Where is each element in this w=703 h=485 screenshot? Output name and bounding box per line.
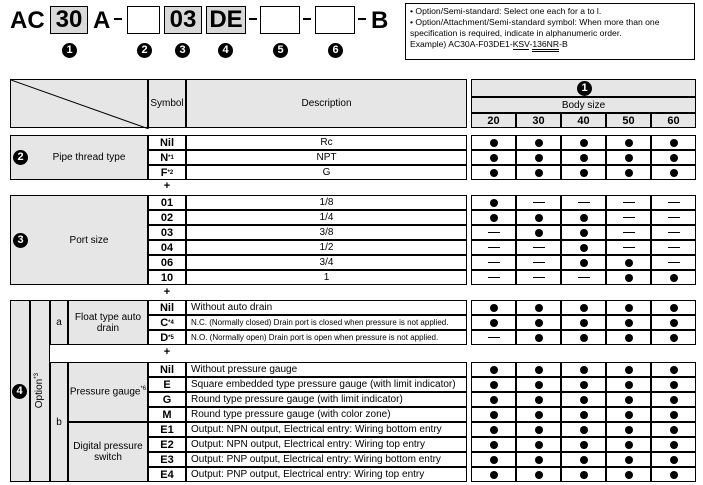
available-dot-icon <box>490 396 498 404</box>
group-b-desc: Output: NPN output, Electrical entry: Wiring bottom entry <box>186 422 467 437</box>
group-b-row-3-size-40-mark <box>561 407 606 422</box>
available-dot-icon <box>580 169 588 177</box>
port-size-row-1-size-50-mark <box>606 210 651 225</box>
group-b-desc: Output: PNP output, Electrical entry: Wiring bottom entry <box>186 452 467 467</box>
group-b-row-2-size-30-mark <box>516 392 561 407</box>
available-dot-icon <box>625 169 633 177</box>
pipe-thread-row-2-size-20-mark <box>471 165 516 180</box>
available-dot-icon <box>580 471 588 479</box>
available-dot-icon <box>490 471 498 479</box>
available-dot-icon <box>490 139 498 147</box>
group-a-letter: a <box>50 300 68 345</box>
port-size-symbol-02: 02 <box>148 210 186 225</box>
unavailable-dash-icon <box>533 202 545 203</box>
header-body-size: Body size <box>471 97 696 113</box>
available-dot-icon <box>580 334 588 342</box>
pipe-thread-label: Pipe thread type <box>52 152 126 163</box>
header-description: Description <box>186 79 467 128</box>
port-size-row-1-size-20-mark <box>471 210 516 225</box>
port-size-row-5-size-50-mark <box>606 270 651 285</box>
pipe-thread-row-1-size-40-mark <box>561 150 606 165</box>
group-b-row-4-size-20-mark <box>471 422 516 437</box>
group-a-row-2-size-30-mark <box>516 330 561 345</box>
available-dot-icon <box>490 456 498 464</box>
group-b-row-7-size-50-mark <box>606 467 651 482</box>
header-size-60: 60 <box>651 113 696 128</box>
header-size-50: 50 <box>606 113 651 128</box>
available-dot-icon <box>670 334 678 342</box>
available-dot-icon <box>670 304 678 312</box>
unavailable-dash-icon <box>668 202 680 203</box>
port-size-row-5-size-60-mark <box>651 270 696 285</box>
group-a-row-0-size-50-mark <box>606 300 651 315</box>
group-b-desc: Square embedded type pressure gauge (with limit indicator) <box>186 377 467 392</box>
option-marker: 4 <box>12 384 27 399</box>
plus-sign: + <box>163 346 171 358</box>
group-b-row-7-size-40-mark <box>561 467 606 482</box>
code-dash <box>303 18 311 20</box>
available-dot-icon <box>625 154 633 162</box>
plus-sign: + <box>163 180 171 192</box>
group-b-symbol-e1: E1 <box>148 422 186 437</box>
port-size-row-0-size-30-mark <box>516 195 561 210</box>
marker-1: 1 <box>62 43 77 58</box>
group-a-row-1-size-50-mark <box>606 315 651 330</box>
available-dot-icon <box>535 319 543 327</box>
code-prefix: AC <box>10 7 45 34</box>
port-size-desc: 1/4 <box>186 210 467 225</box>
group-a-desc: N.O. (Normally open) Drain port is open when pressure is not applied. <box>186 330 467 345</box>
port-size-row-5-size-30-mark <box>516 270 561 285</box>
code-suffix: B <box>371 7 389 34</box>
pipe-thread-row-1-size-20-mark <box>471 150 516 165</box>
group-b-row-0-size-30-mark <box>516 362 561 377</box>
port-size-desc: 1 <box>186 270 467 285</box>
pipe-thread-row-1-size-60-mark <box>651 150 696 165</box>
marker-4: 4 <box>218 43 233 58</box>
available-dot-icon <box>535 366 543 374</box>
option-label: Option$^{*3}$ <box>34 373 46 409</box>
marker-3: 3 <box>175 43 190 58</box>
available-dot-icon <box>580 426 588 434</box>
available-dot-icon <box>490 214 498 222</box>
unavailable-dash-icon <box>488 277 500 278</box>
port-size-row-5-size-40-mark <box>561 270 606 285</box>
available-dot-icon <box>625 411 633 419</box>
available-dot-icon <box>490 154 498 162</box>
port-size-row-3-size-60-mark <box>651 240 696 255</box>
group-b-row-1-size-50-mark <box>606 377 651 392</box>
group-a-row-1-size-20-mark <box>471 315 516 330</box>
available-dot-icon <box>490 304 498 312</box>
group-b-symbol-e4: E4 <box>148 467 186 482</box>
port-size-row-0-size-20-mark <box>471 195 516 210</box>
port-size-row-2-size-60-mark <box>651 225 696 240</box>
group-b-row-3-size-30-mark <box>516 407 561 422</box>
pipe-thread-row-2-size-40-mark <box>561 165 606 180</box>
port-size-symbol-04: 04 <box>148 240 186 255</box>
available-dot-icon <box>490 319 498 327</box>
group-b-row-5-size-30-mark <box>516 437 561 452</box>
available-dot-icon <box>670 411 678 419</box>
group-b-desc: Without pressure gauge <box>186 362 467 377</box>
available-dot-icon <box>580 244 588 252</box>
pipe-thread-row-0-size-60-mark <box>651 135 696 150</box>
group-b-row-2-size-40-mark <box>561 392 606 407</box>
port-size-row-4-size-20-mark <box>471 255 516 270</box>
group-a-row-1-size-40-mark <box>561 315 606 330</box>
group-b-row-1-size-30-mark <box>516 377 561 392</box>
note-line-2: • Option/Attachment/Semi-standard symbol: When more than one specification is required, indicate in alphanumeric order. <box>410 17 660 38</box>
note-line-1: • Option/Semi-standard: Select one each for a to l. <box>410 6 602 16</box>
pipe-thread-row-2-size-30-mark <box>516 165 561 180</box>
marker-6: 6 <box>328 43 343 58</box>
group-b-row-2-size-20-mark <box>471 392 516 407</box>
port-size-row-4-size-30-mark <box>516 255 561 270</box>
unavailable-dash-icon <box>533 247 545 248</box>
available-dot-icon <box>490 381 498 389</box>
port-size-row-1-size-60-mark <box>651 210 696 225</box>
available-dot-icon <box>580 441 588 449</box>
port-size-row-4-size-60-mark <box>651 255 696 270</box>
available-dot-icon <box>580 229 588 237</box>
available-dot-icon <box>625 334 633 342</box>
available-dot-icon <box>535 334 543 342</box>
plus-sign: + <box>163 286 171 298</box>
unavailable-dash-icon <box>623 217 635 218</box>
pipe-thread-desc: Rc <box>186 135 467 150</box>
marker-5: 5 <box>273 43 288 58</box>
note-box <box>405 3 695 60</box>
group-b-symbol-g: G <box>148 392 186 407</box>
available-dot-icon <box>670 381 678 389</box>
port-size-row-0-size-60-mark <box>651 195 696 210</box>
available-dot-icon <box>670 319 678 327</box>
port-size-marker: 3 <box>13 233 28 248</box>
group-b-letter: b <box>50 362 68 482</box>
port-size-row-4-size-40-mark <box>561 255 606 270</box>
pipe-thread-row-0-size-40-mark <box>561 135 606 150</box>
group-b-row-5-size-20-mark <box>471 437 516 452</box>
group-b-row-0-size-20-mark <box>471 362 516 377</box>
port-size-row-2-size-40-mark <box>561 225 606 240</box>
port-size-row-1-size-40-mark <box>561 210 606 225</box>
unavailable-dash-icon <box>488 247 500 248</box>
group-b-row-4-size-40-mark <box>561 422 606 437</box>
pipe-thread-row-1-size-50-mark <box>606 150 651 165</box>
group-b-symbol-e: E <box>148 377 186 392</box>
group-a-symbol-nil: Nil <box>148 300 186 315</box>
port-size-row-3-size-30-mark <box>516 240 561 255</box>
port-size-symbol-03: 03 <box>148 225 186 240</box>
unavailable-dash-icon <box>533 262 545 263</box>
available-dot-icon <box>580 381 588 389</box>
unavailable-dash-icon <box>668 262 680 263</box>
pipe-thread-row-2-size-60-mark <box>651 165 696 180</box>
header-marker-1: 1 <box>577 81 592 96</box>
available-dot-icon <box>625 304 633 312</box>
available-dot-icon <box>625 259 633 267</box>
unavailable-dash-icon <box>668 232 680 233</box>
available-dot-icon <box>625 471 633 479</box>
code-box-2 <box>127 6 160 34</box>
group-b-row-1-size-40-mark <box>561 377 606 392</box>
code-box-6 <box>315 6 355 34</box>
group-a-desc: Without auto drain <box>186 300 467 315</box>
available-dot-icon <box>535 139 543 147</box>
available-dot-icon <box>580 456 588 464</box>
group-b-row-4-size-60-mark <box>651 422 696 437</box>
port-size-row-2-size-20-mark <box>471 225 516 240</box>
pipe-thread-row-1-size-30-mark <box>516 150 561 165</box>
available-dot-icon <box>535 214 543 222</box>
group-a-row-2-size-60-mark <box>651 330 696 345</box>
group-b-pressure-label <box>68 362 148 422</box>
available-dot-icon <box>535 441 543 449</box>
group-b-symbol-e2: E2 <box>148 437 186 452</box>
port-size-row-5-size-20-mark <box>471 270 516 285</box>
group-b-row-6-size-20-mark <box>471 452 516 467</box>
available-dot-icon <box>670 396 678 404</box>
code-box-size: 30 <box>50 6 88 34</box>
available-dot-icon <box>535 229 543 237</box>
available-dot-icon <box>625 456 633 464</box>
group-b-row-2-size-50-mark <box>606 392 651 407</box>
unavailable-dash-icon <box>623 232 635 233</box>
available-dot-icon <box>580 214 588 222</box>
available-dot-icon <box>670 471 678 479</box>
group-b-symbol-m: M <box>148 407 186 422</box>
port-size-row-2-size-30-mark <box>516 225 561 240</box>
group-b-row-7-size-30-mark <box>516 467 561 482</box>
available-dot-icon <box>580 304 588 312</box>
code-type: A <box>93 7 111 34</box>
group-b-desc: Output: NPN output, Electrical entry: Wiring top entry <box>186 437 467 452</box>
port-size-row-0-size-50-mark <box>606 195 651 210</box>
available-dot-icon <box>670 456 678 464</box>
code-dash <box>249 18 257 20</box>
available-dot-icon <box>625 319 633 327</box>
group-b-row-7-size-60-mark <box>651 467 696 482</box>
group-a-symbol-d: D *5 <box>148 330 186 345</box>
available-dot-icon <box>670 426 678 434</box>
available-dot-icon <box>580 319 588 327</box>
port-size-desc: 1/8 <box>186 195 467 210</box>
group-a-row-1-size-60-mark <box>651 315 696 330</box>
port-size-desc: 3/4 <box>186 255 467 270</box>
available-dot-icon <box>625 381 633 389</box>
group-b-row-0-size-50-mark <box>606 362 651 377</box>
port-size-row-3-size-50-mark <box>606 240 651 255</box>
unavailable-dash-icon <box>488 232 500 233</box>
group-a-row-0-size-40-mark <box>561 300 606 315</box>
port-size-symbol-06: 06 <box>148 255 186 270</box>
available-dot-icon <box>580 139 588 147</box>
available-dot-icon <box>535 154 543 162</box>
group-b-row-4-size-50-mark <box>606 422 651 437</box>
pipe-thread-symbol-n: N *1 <box>148 150 186 165</box>
available-dot-icon <box>535 411 543 419</box>
available-dot-icon <box>670 154 678 162</box>
group-b-row-6-size-50-mark <box>606 452 651 467</box>
group-b-row-0-size-40-mark <box>561 362 606 377</box>
group-b-row-5-size-60-mark <box>651 437 696 452</box>
group-b-digital-label: Digital pressure switch <box>68 422 148 482</box>
group-b-desc: Round type pressure gauge (with limit indicator) <box>186 392 467 407</box>
code-dash <box>114 18 122 20</box>
code-dash <box>358 18 366 20</box>
code-box-4: DE <box>206 6 246 34</box>
available-dot-icon <box>535 304 543 312</box>
code-box-3: 03 <box>164 6 202 34</box>
group-a-label: Float type auto drain <box>68 300 148 345</box>
group-b-symbol-nil: Nil <box>148 362 186 377</box>
unavailable-dash-icon <box>623 202 635 203</box>
port-size-row-4-size-50-mark <box>606 255 651 270</box>
group-a-row-0-size-30-mark <box>516 300 561 315</box>
unavailable-dash-icon <box>578 202 590 203</box>
available-dot-icon <box>670 139 678 147</box>
unavailable-dash-icon <box>533 277 545 278</box>
group-a-row-2-size-40-mark <box>561 330 606 345</box>
port-size-symbol-01: 01 <box>148 195 186 210</box>
available-dot-icon <box>490 169 498 177</box>
group-b-row-6-size-40-mark <box>561 452 606 467</box>
available-dot-icon <box>490 426 498 434</box>
pipe-thread-desc: G <box>186 165 467 180</box>
group-a-desc: N.C. (Normally closed) Drain port is closed when pressure is not applied. <box>186 315 467 330</box>
group-a-row-0-size-20-mark <box>471 300 516 315</box>
pipe-thread-symbol-nil: Nil <box>148 135 186 150</box>
header-size-30: 30 <box>516 113 561 128</box>
group-a-symbol-c: C *4 <box>148 315 186 330</box>
group-b-desc: Round type pressure gauge (with color zone) <box>186 407 467 422</box>
available-dot-icon <box>535 426 543 434</box>
available-dot-icon <box>625 274 633 282</box>
pipe-thread-row-2-size-50-mark <box>606 165 651 180</box>
group-a-row-1-size-30-mark <box>516 315 561 330</box>
group-b-row-6-size-60-mark <box>651 452 696 467</box>
available-dot-icon <box>580 154 588 162</box>
available-dot-icon <box>490 441 498 449</box>
available-dot-icon <box>535 381 543 389</box>
available-dot-icon <box>490 199 498 207</box>
available-dot-icon <box>580 366 588 374</box>
header-size-40: 40 <box>561 113 606 128</box>
unavailable-dash-icon <box>488 337 500 338</box>
unavailable-dash-icon <box>488 262 500 263</box>
available-dot-icon <box>670 366 678 374</box>
note-example: Example) AC30A-F03DE1-KSV-136NR-B <box>410 39 690 50</box>
available-dot-icon <box>490 366 498 374</box>
port-size-row-2-size-50-mark <box>606 225 651 240</box>
pipe-thread-desc: NPT <box>186 150 467 165</box>
available-dot-icon <box>580 259 588 267</box>
port-size-desc: 3/8 <box>186 225 467 240</box>
group-b-row-3-size-60-mark <box>651 407 696 422</box>
port-size-symbol-10: 10 <box>148 270 186 285</box>
pipe-thread-row-0-size-50-mark <box>606 135 651 150</box>
available-dot-icon <box>535 169 543 177</box>
group-a-row-0-size-60-mark <box>651 300 696 315</box>
available-dot-icon <box>580 396 588 404</box>
pipe-thread-row-0-size-30-mark <box>516 135 561 150</box>
group-b-row-0-size-60-mark <box>651 362 696 377</box>
header-size-20: 20 <box>471 113 516 128</box>
available-dot-icon <box>625 426 633 434</box>
available-dot-icon <box>625 441 633 449</box>
available-dot-icon <box>670 169 678 177</box>
available-dot-icon <box>625 396 633 404</box>
pipe-thread-marker: 2 <box>13 150 28 165</box>
pipe-thread-symbol-f: F *2 <box>148 165 186 180</box>
group-b-row-1-size-20-mark <box>471 377 516 392</box>
port-size-desc: 1/2 <box>186 240 467 255</box>
group-b-row-2-size-60-mark <box>651 392 696 407</box>
group-b-row-6-size-30-mark <box>516 452 561 467</box>
available-dot-icon <box>535 471 543 479</box>
port-size-row-3-size-40-mark <box>561 240 606 255</box>
available-dot-icon <box>670 441 678 449</box>
code-box-5 <box>260 6 300 34</box>
unavailable-dash-icon <box>578 277 590 278</box>
unavailable-dash-icon <box>668 247 680 248</box>
pressure-gauge-label: Pressure gauge$^{*6}$ <box>69 386 147 398</box>
port-size-row-0-size-40-mark <box>561 195 606 210</box>
available-dot-icon <box>670 274 678 282</box>
port-size-row-3-size-20-mark <box>471 240 516 255</box>
header-symbol: Symbol <box>148 79 186 128</box>
pipe-thread-row-0-size-20-mark <box>471 135 516 150</box>
option-label-cell <box>30 300 50 482</box>
group-b-row-4-size-30-mark <box>516 422 561 437</box>
available-dot-icon <box>535 456 543 464</box>
available-dot-icon <box>490 411 498 419</box>
group-b-symbol-e3: E3 <box>148 452 186 467</box>
group-b-row-1-size-60-mark <box>651 377 696 392</box>
group-b-desc: Output: PNP output, Electrical entry: Wiring top entry <box>186 467 467 482</box>
group-a-row-2-size-20-mark <box>471 330 516 345</box>
group-b-row-3-size-20-mark <box>471 407 516 422</box>
unavailable-dash-icon <box>668 217 680 218</box>
group-b-row-5-size-40-mark <box>561 437 606 452</box>
available-dot-icon <box>625 139 633 147</box>
port-size-label: Port size <box>69 234 109 246</box>
group-b-row-5-size-50-mark <box>606 437 651 452</box>
header-diagonal-cell <box>10 79 148 128</box>
group-b-row-3-size-50-mark <box>606 407 651 422</box>
unavailable-dash-icon <box>623 247 635 248</box>
group-a-row-2-size-50-mark <box>606 330 651 345</box>
marker-2: 2 <box>137 43 152 58</box>
group-b-row-7-size-20-mark <box>471 467 516 482</box>
available-dot-icon <box>535 396 543 404</box>
available-dot-icon <box>625 366 633 374</box>
port-size-row-1-size-30-mark <box>516 210 561 225</box>
available-dot-icon <box>580 411 588 419</box>
